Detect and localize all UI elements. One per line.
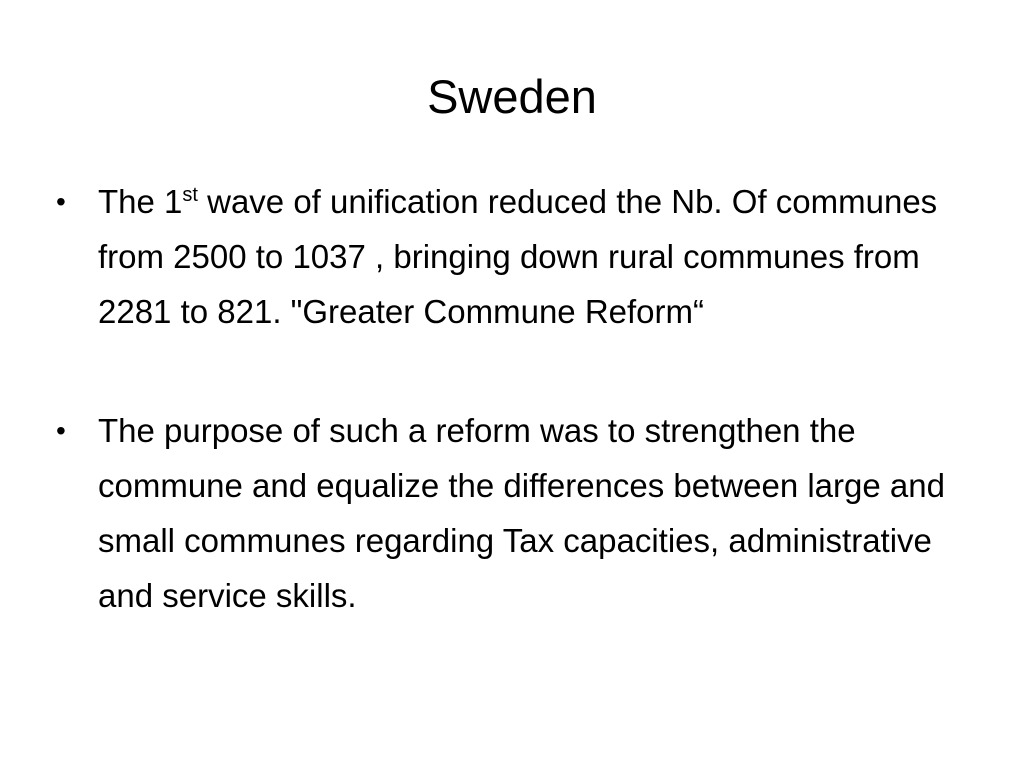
bullet-text-unification <box>98 183 937 330</box>
bullet-text-purpose: The purpose of such a reform was to strengthen the commune and equalize the differences between large and small communes regarding Tax capacities, administrative and service skills. <box>98 412 945 614</box>
bullet-item-purpose <box>56 403 966 623</box>
bullet-body-text: wave of unification reduced the Nb. Of communes from 2500 to 1037 , bringing down rural communes from 2281 to 821. "Greater Commune Reform“ <box>98 183 938 330</box>
bullet-list <box>56 174 966 623</box>
bullet-item-unification <box>56 174 966 339</box>
ordinal-superscript: st <box>182 184 198 206</box>
slide-title: Sweden <box>427 70 597 123</box>
bullet-lead-text: The 1 <box>98 183 183 220</box>
bullet-marker-icon: • <box>56 186 66 217</box>
bullet-marker-icon: • <box>56 415 66 446</box>
